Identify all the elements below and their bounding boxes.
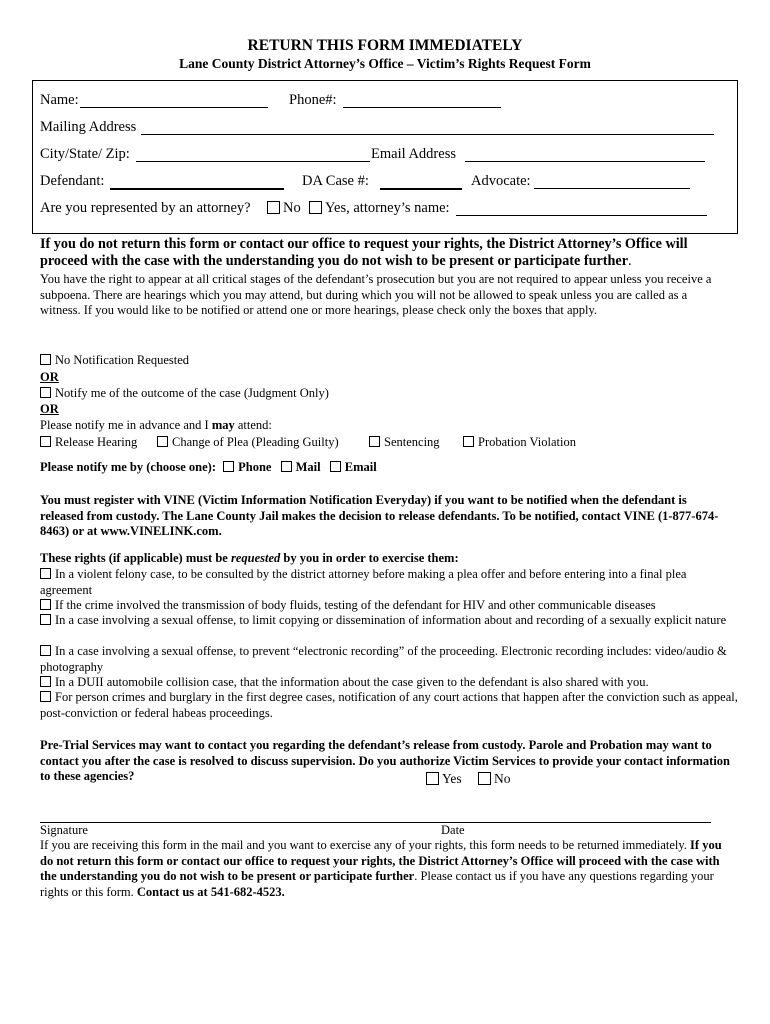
form-subtitle: Lane County District Attorney’s Office – Victim’s Rights Request Form	[179, 56, 591, 71]
phone-label: Phone#:	[289, 92, 337, 108]
attorney-name-field[interactable]	[456, 215, 707, 216]
defendant-field[interactable]	[110, 188, 284, 190]
notify-by-row	[40, 460, 377, 475]
notify-by-email[interactable]: Email	[330, 460, 377, 474]
checkbox-icon[interactable]	[157, 436, 168, 447]
requested-right-item[interactable]: If the crime involved the transmission of body fluids, testing of the defendant for HIV and other communicable diseases	[40, 598, 730, 614]
checkbox-icon[interactable]	[40, 676, 51, 687]
checkbox-icon[interactable]	[330, 461, 341, 472]
checkbox-icon[interactable]	[40, 614, 51, 625]
checkbox-icon[interactable]	[478, 772, 491, 785]
attorney-no-label: No	[283, 200, 301, 216]
name-label: Name:	[40, 92, 79, 108]
signature-line[interactable]	[40, 822, 711, 823]
footer-notice: If you are receiving this form in the mail and you want to exercise any of your rights, this form needs to be returned immediately. If you do not return this form or contact our office to request your rights, the District Attorney’s Office will proceed with the case with the understanding you do not wish to be present or participate further. Please contact us if you have any questions regarding your rights or this form. Contact us at 541-682-4523.	[40, 838, 722, 900]
signature-label: Signature	[40, 823, 88, 837]
hearing-option-sentencing[interactable]	[369, 435, 440, 450]
requested-rights-heading: These rights (if applicable) must be requested by you in order to exercise them:	[40, 551, 459, 565]
judgment-only-option[interactable]	[40, 386, 329, 401]
vine-notice: You must register with VINE (Victim Information Notification Everyday) if you want to be notified when the defendant is released from custody. The Lane County Jail makes the decision to release defendants. To be notified, contact VINE (1-877-674-8463) or at www.VINELINK.com.	[40, 493, 719, 539]
attorney-no-option[interactable]	[267, 200, 301, 217]
attorney-question: Are you represented by an attorney?	[40, 200, 251, 216]
rights-intro: You have the right to appear at all critical stages of the defendant’s prosecution but you are not required to appear unless you receive a subpoena. There are hearings which you may attend, but during which you will not be allowed to speak unless you are called as a witness. If you would like to be notified or attend one or more hearings, please check only the boxes that apply.	[40, 272, 712, 318]
checkbox-icon[interactable]	[40, 691, 51, 702]
checkbox-icon[interactable]	[40, 568, 51, 579]
checkbox-icon[interactable]	[463, 436, 474, 447]
requested-right-item[interactable]: In a case involving a sexual offense, to prevent “electronic recording” of the proceeding. Electronic recording includes: video/audio & photography	[40, 644, 727, 674]
hearing-option-probation[interactable]	[463, 435, 576, 450]
advance-notice-text: Please notify me in advance and I may attend:	[40, 418, 272, 432]
no-notification-label: No Notification Requested	[55, 353, 189, 367]
judgment-only-label: Notify me of the outcome of the case (Judgment Only)	[55, 386, 329, 400]
checkbox-icon[interactable]	[40, 599, 51, 610]
or-separator: OR	[40, 402, 59, 416]
checkbox-icon[interactable]	[223, 461, 234, 472]
pretrial-no-option[interactable]: No	[478, 771, 511, 787]
no-notification-option[interactable]	[40, 353, 189, 368]
email-label: Email Address	[371, 146, 456, 162]
hearing-label: Change of Plea (Pleading Guilty)	[172, 435, 339, 449]
requested-right-item[interactable]: In a case involving a sexual offense, to limit copying or dissemination of information about and recording of a sexually explicit nature	[40, 613, 730, 629]
city-state-zip-field[interactable]	[136, 161, 370, 162]
advocate-field[interactable]	[534, 188, 690, 189]
hearing-label: Release Hearing	[55, 435, 138, 449]
page-title: RETURN THIS FORM IMMEDIATELY	[247, 37, 523, 54]
da-case-field[interactable]	[380, 188, 462, 190]
pretrial-yes-option[interactable]: Yes	[426, 771, 462, 787]
hearing-label: Probation Violation	[478, 435, 576, 449]
attorney-yes-option[interactable]	[309, 200, 450, 217]
checkbox-icon[interactable]	[40, 354, 51, 365]
checkbox-icon[interactable]	[309, 201, 322, 214]
checkbox-icon[interactable]	[426, 772, 439, 785]
mailing-address-field[interactable]	[141, 134, 714, 135]
mailing-address-label: Mailing Address	[40, 119, 137, 135]
attorney-yes-label: Yes, attorney’s name:	[325, 200, 450, 216]
notify-by-mail[interactable]: Mail	[281, 460, 321, 474]
da-case-label: DA Case #:	[302, 173, 369, 189]
name-field[interactable]	[80, 107, 268, 108]
checkbox-icon[interactable]	[369, 436, 380, 447]
date-label: Date	[441, 823, 465, 837]
defendant-label: Defendant:	[40, 173, 105, 189]
notify-by-phone[interactable]: Phone	[223, 460, 271, 474]
notify-by-label: Please notify me by (choose one):	[40, 460, 217, 474]
requested-right-item[interactable]: In a DUII automobile collision case, that the information about the case given to the defendant is also shared with you.	[40, 675, 730, 691]
requested-right-item[interactable]: In a violent felony case, to be consulted by the district attorney before making a plea offer and before entering into a final plea agreement	[40, 567, 687, 597]
phone-field[interactable]	[343, 107, 501, 108]
hearing-option-change-of-plea[interactable]	[157, 435, 339, 450]
advocate-label: Advocate:	[471, 173, 531, 189]
email-field[interactable]	[465, 161, 705, 162]
pretrial-authorization: Pre-Trial Services may want to contact you regarding the defendant’s release from custody. Parole and Probation may want to contact you after the case is resolved to discuss supervision. Do you authorize Victim Services to provide your contact information to these agencies?	[40, 738, 730, 784]
checkbox-icon[interactable]	[40, 387, 51, 398]
warning-text: If you do not return this form or contact our office to request your rights, the District Attorney’s Office will proceed with the case with the understanding you do not wish to be present or participate further.	[40, 236, 688, 269]
city-state-zip-label: City/State/ Zip:	[40, 146, 130, 162]
hearing-label: Sentencing	[384, 435, 440, 449]
hearing-option-release[interactable]	[40, 435, 137, 450]
requested-right-item[interactable]: For person crimes and burglary in the first degree cases, notification of any court actions that happen after the conviction such as appeal, post-conviction or federal habeas proceedings.	[40, 690, 738, 720]
checkbox-icon[interactable]	[40, 645, 51, 656]
checkbox-icon[interactable]	[281, 461, 292, 472]
checkbox-icon[interactable]	[267, 201, 280, 214]
checkbox-icon[interactable]	[40, 436, 51, 447]
or-separator: OR	[40, 370, 59, 384]
